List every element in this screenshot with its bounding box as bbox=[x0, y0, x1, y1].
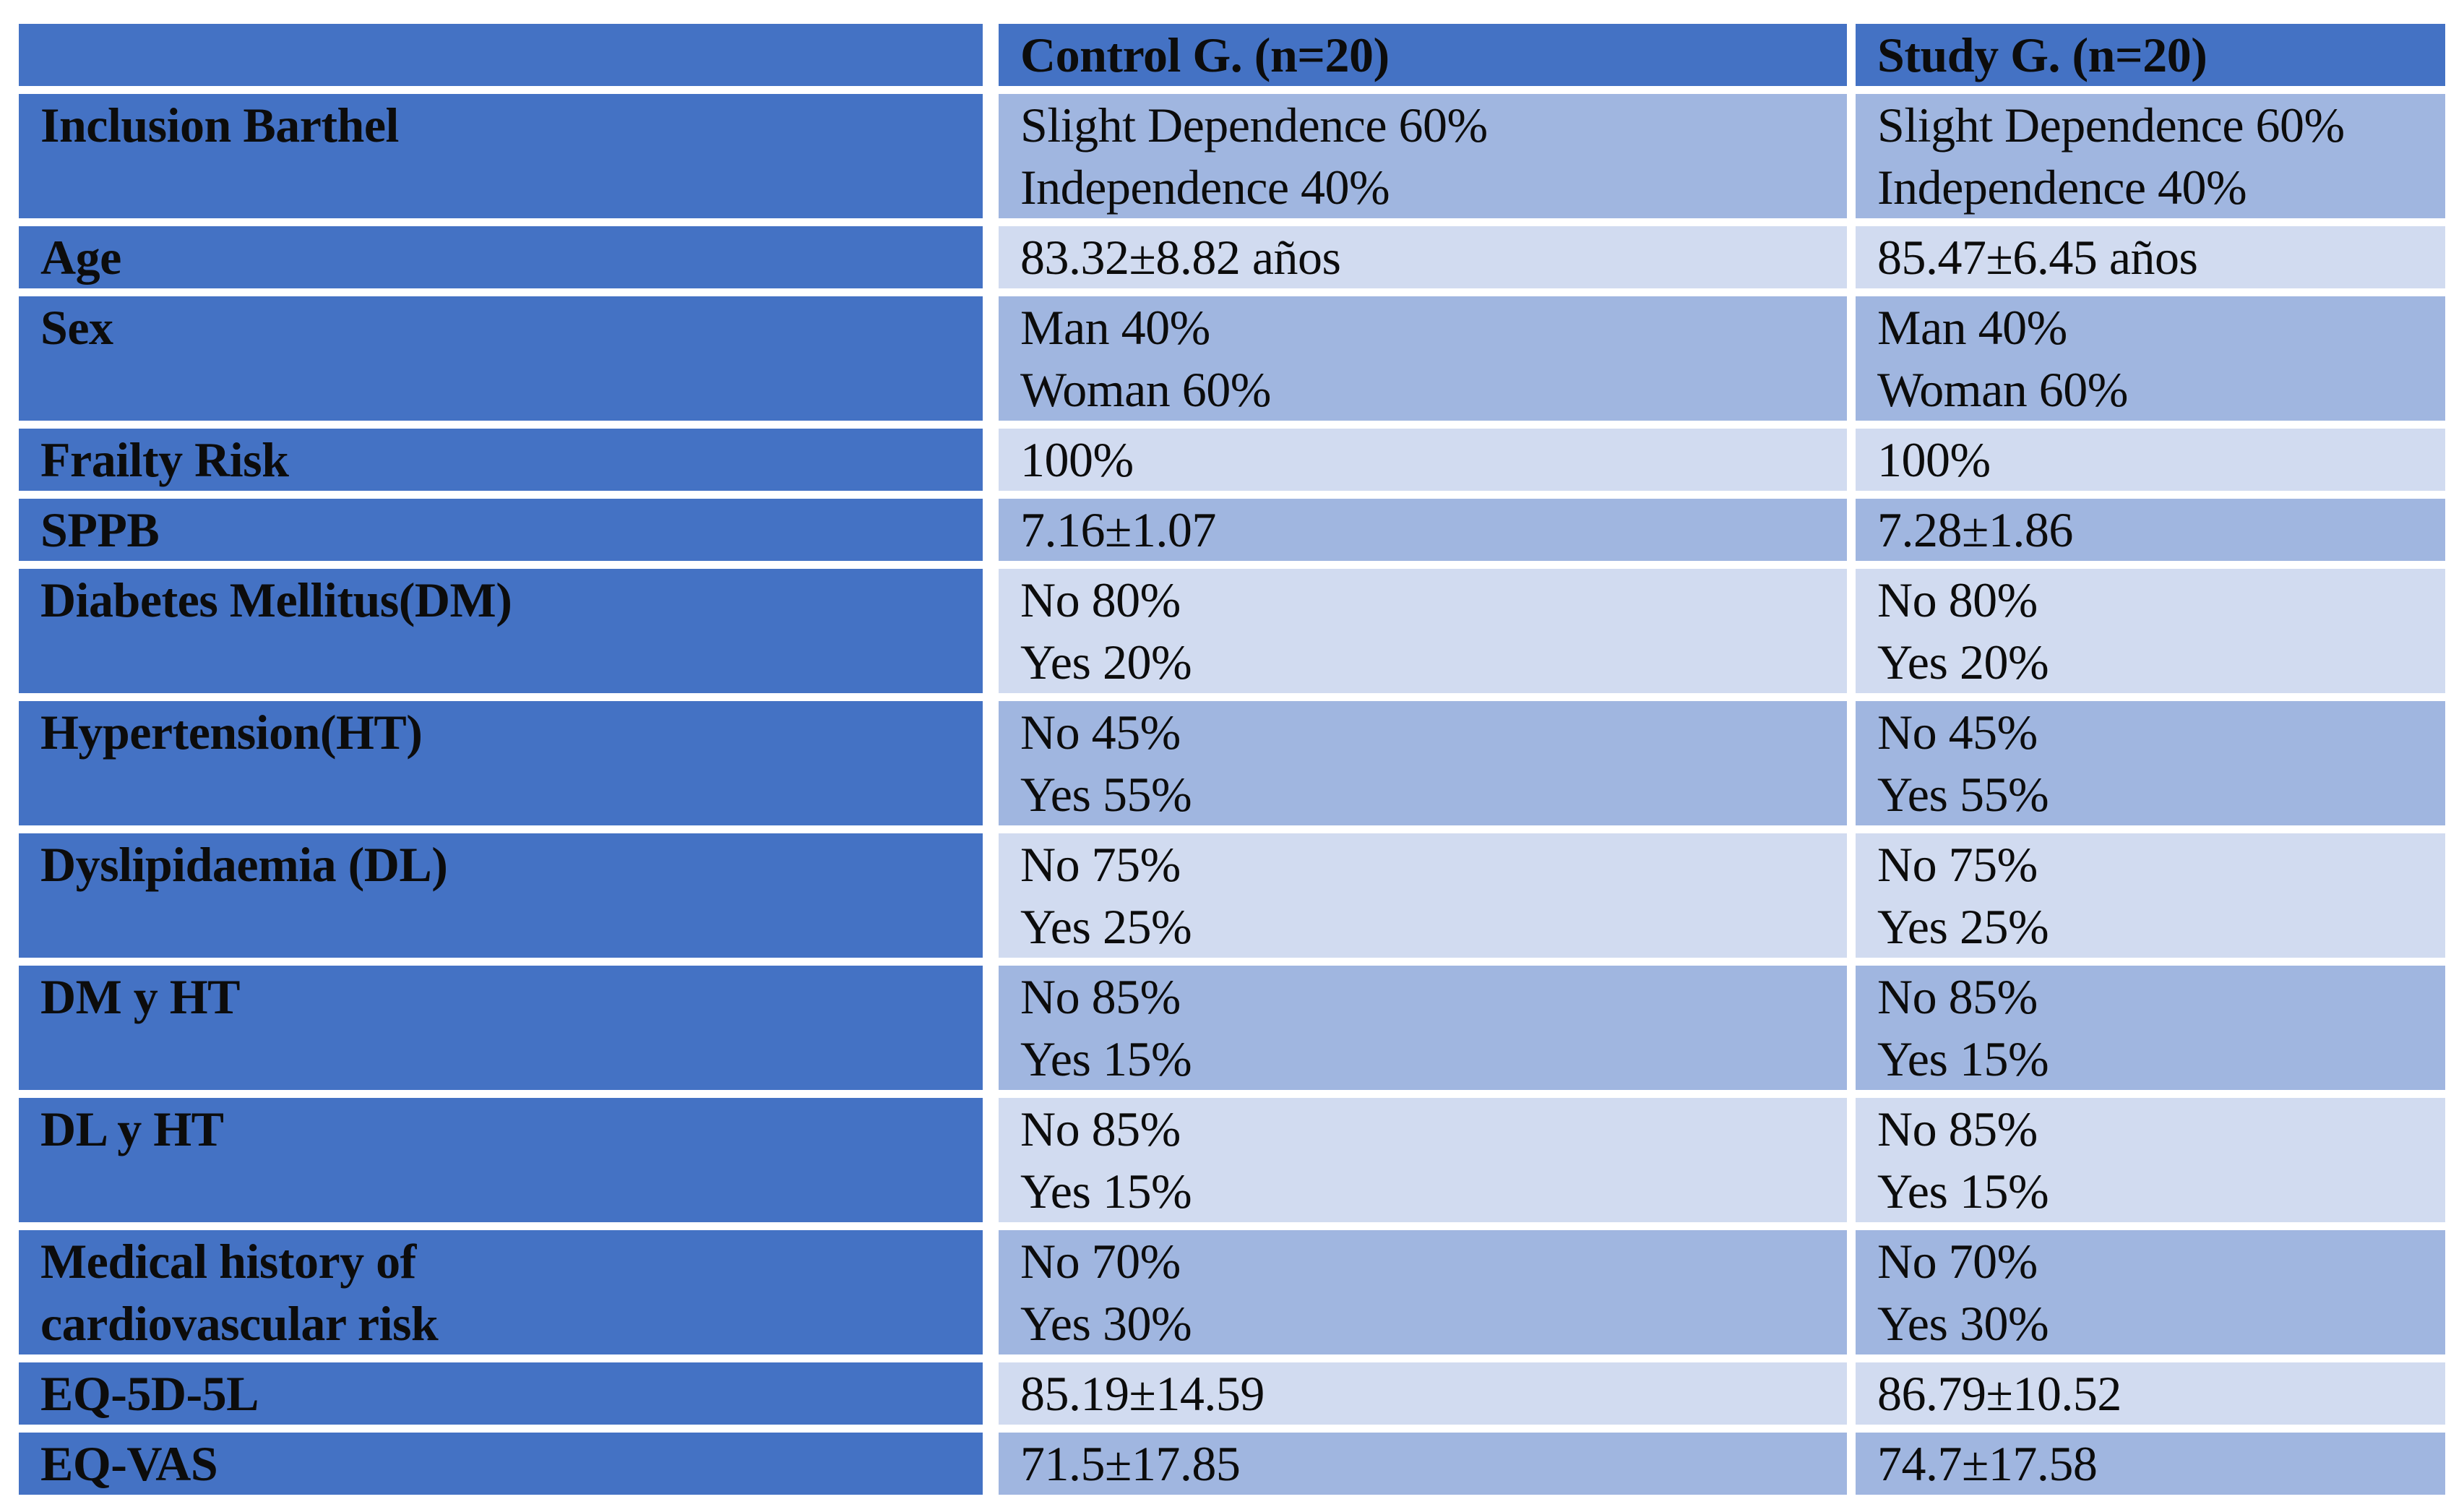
table-row bbox=[19, 226, 2445, 288]
table-row bbox=[19, 296, 2445, 421]
control-value: No 45% Yes 55% bbox=[999, 701, 1847, 825]
table-row bbox=[19, 499, 2445, 561]
study-value: 86.79±10.52 bbox=[1856, 1362, 2445, 1425]
row-label: DM y HT bbox=[19, 966, 983, 1090]
table-row bbox=[19, 966, 2445, 1090]
row-label: Age bbox=[19, 226, 983, 288]
control-value: No 85% Yes 15% bbox=[999, 1098, 1847, 1222]
table-row bbox=[19, 1433, 2445, 1495]
study-value: No 75% Yes 25% bbox=[1856, 833, 2445, 958]
row-label: DL y HT bbox=[19, 1098, 983, 1222]
control-value: No 80% Yes 20% bbox=[999, 569, 1847, 693]
study-value: 7.28±1.86 bbox=[1856, 499, 2445, 561]
row-label: EQ-VAS bbox=[19, 1433, 983, 1495]
control-value: 100% bbox=[999, 429, 1847, 491]
control-value: 83.32±8.82 años bbox=[999, 226, 1847, 288]
study-value: 74.7±17.58 bbox=[1856, 1433, 2445, 1495]
row-label: Medical history of cardiovascular risk bbox=[19, 1230, 983, 1354]
control-value: 85.19±14.59 bbox=[999, 1362, 1847, 1425]
table-row bbox=[19, 429, 2445, 491]
row-label: Dyslipidaemia (DL) bbox=[19, 833, 983, 958]
study-value: Man 40% Woman 60% bbox=[1856, 296, 2445, 421]
table-row bbox=[19, 701, 2445, 825]
table-row bbox=[19, 569, 2445, 693]
table-row bbox=[19, 94, 2445, 218]
row-label: Frailty Risk bbox=[19, 429, 983, 491]
row-label: Diabetes Mellitus(DM) bbox=[19, 569, 983, 693]
study-value: 100% bbox=[1856, 429, 2445, 491]
header-study-group: Study G. (n=20) bbox=[1856, 24, 2445, 86]
study-value: No 80% Yes 20% bbox=[1856, 569, 2445, 693]
header-blank-cell bbox=[19, 24, 983, 86]
table-row bbox=[19, 1230, 2445, 1354]
study-value: No 85% Yes 15% bbox=[1856, 1098, 2445, 1222]
study-value: Slight Dependence 60% Independence 40% bbox=[1856, 94, 2445, 218]
table-row bbox=[19, 1362, 2445, 1425]
baseline-characteristics-table bbox=[19, 24, 2445, 1495]
control-value: No 75% Yes 25% bbox=[999, 833, 1847, 958]
study-value: No 85% Yes 15% bbox=[1856, 966, 2445, 1090]
table-row bbox=[19, 1098, 2445, 1222]
table-header-row bbox=[19, 24, 2445, 86]
table-row bbox=[19, 833, 2445, 958]
control-value: Man 40% Woman 60% bbox=[999, 296, 1847, 421]
header-control-group: Control G. (n=20) bbox=[999, 24, 1847, 86]
row-label: Hypertension(HT) bbox=[19, 701, 983, 825]
study-value: 85.47±6.45 años bbox=[1856, 226, 2445, 288]
study-value: No 70% Yes 30% bbox=[1856, 1230, 2445, 1354]
row-label: EQ-5D-5L bbox=[19, 1362, 983, 1425]
row-label: SPPB bbox=[19, 499, 983, 561]
study-value: No 45% Yes 55% bbox=[1856, 701, 2445, 825]
control-value: No 70% Yes 30% bbox=[999, 1230, 1847, 1354]
control-value: 71.5±17.85 bbox=[999, 1433, 1847, 1495]
control-value: Slight Dependence 60% Independence 40% bbox=[999, 94, 1847, 218]
control-value: No 85% Yes 15% bbox=[999, 966, 1847, 1090]
row-label: Inclusion Barthel bbox=[19, 94, 983, 218]
row-label: Sex bbox=[19, 296, 983, 421]
control-value: 7.16±1.07 bbox=[999, 499, 1847, 561]
